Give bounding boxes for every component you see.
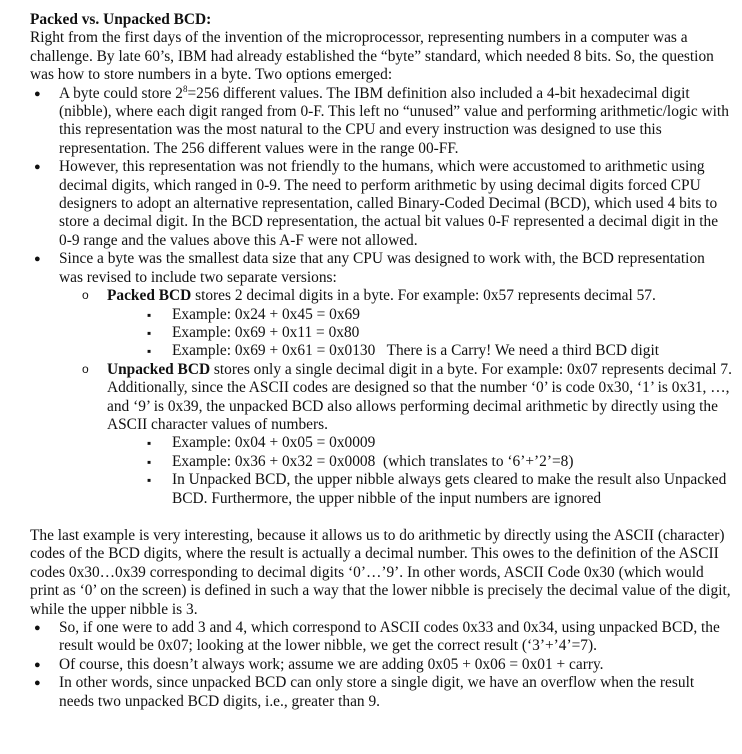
main-bullet-list [30, 85, 732, 508]
unpacked-bcd-term: Unpacked BCD [107, 360, 211, 378]
final-bullet: ● Of course, this doesn’t always work; assume we are adding 0x05 + 0x06 = 0x01 + carry. [30, 656, 732, 674]
packed-example: ▪ Example: 0x24 + 0x45 = 0x69 [123, 306, 732, 324]
exponent: 8 [182, 83, 188, 94]
final-bullet: ● In other words, since unpacked BCD can only store a single digit, we have an overflow when the result needs two unpacked BCD digits, i.e., greater than 9. [30, 674, 732, 711]
unpacked-example: ▪ Example: 0x36 + 0x32 = 0x0008 (which translates to ‘6’+’2’=8) [123, 453, 732, 471]
final-bullet-list [30, 619, 732, 711]
intro-paragraph: Right from the first days of the invention of the microprocessor, representing numbers in a computer was a challenge. By late 60’s, IBM had already established the “byte” standard, which needed 8 bits. So, the question was how to store numbers in a byte. Two options emerged: [30, 29, 714, 84]
ascii-paragraph: The last example is very interesting, because it allows us to do arithmetic by directly using the ASCII (character) codes of the BCD digits, where the result is actually a decimal number. This owes to the definition of the ASCII codes 0x30…0x39 corresponding to decimal digits ‘0’…’9’. In other words, ASCII Code 0x30 (which would print as ‘0’ on the screen) is defined in such a way that the lower nibble is precisely the decimal value of the digit, while the upper nibble is 3. [30, 526, 731, 618]
bullet-bcd: ● However, this representation was not friendly to the humans, which were accustomed to arithmetic using decimal digits, which ranged in 0-9. The need to perform arithmetic by using decimal digits forced CPU designers to adopt an alternative representation, called Binary-Coded Decimal (BCD), which used 4 bits to store a decimal digit. In the BCD representation, the actual bit values 0-F represented a decimal digit in the 0-9 range and the values above this A-F were not allowed. [30, 158, 732, 250]
packed-examples [123, 306, 732, 361]
unpacked-example: ▪ In Unpacked BCD, the upper nibble always gets cleared to make the result also Unpacked BCD. Furthermore, the upper nibble of the input numbers are ignored [123, 471, 732, 508]
section-title: Packed vs. Unpacked BCD: [30, 11, 212, 28]
packed-bcd-term: Packed BCD [107, 287, 192, 305]
bullet-versions [30, 250, 732, 508]
packed-bcd-text: stores 2 decimal digits in a byte. For example: 0x57 represents decimal 57. [191, 287, 656, 305]
unpacked-bcd-item [78, 361, 732, 508]
bullet-byte-values [30, 85, 732, 159]
spacer [30, 508, 732, 527]
final-bullet: ● So, if one were to add 3 and 4, which correspond to ASCII codes 0x33 and 0x34, using unpacked BCD, the result would be 0x07; looking at the lower nibble, we get the correct result (‘3’+’4’=7). [30, 619, 732, 656]
version-list [78, 287, 732, 508]
bullet-byte-values-pre: A byte could store 2 [59, 84, 183, 102]
unpacked-example: ▪ Example: 0x04 + 0x05 = 0x0009 [123, 434, 732, 452]
packed-example: ▪ Example: 0x69 + 0x61 = 0x0130 There is a Carry! We need a third BCD digit [123, 342, 732, 360]
unpacked-examples [123, 434, 732, 508]
packed-bcd-item [78, 287, 732, 361]
unpacked-bcd-text: stores only a single decimal digit in a byte. For example: 0x07 represents decimal 7. Additionally, since the ASCII codes are designed so that the number ‘0’ is code 0x30, ‘1’ is 0x31, …, and ‘9’ is 0x39, the unpacked BCD also allows performing decimal arithmetic by directly using the ASCII character values of numbers. [107, 360, 732, 433]
bullet-byte-values-post: =256 different values. The IBM definition also included a 4-bit hexadecimal digit (nibble), where each digit ranged from 0-F. This left no “unused” value and performing arithmetic/logic with this representation was the most natural to the CPU and every instruction was designed to use this representation. The 256 different values were in the range 00-FF. [59, 84, 729, 157]
bullet-versions-text: Since a byte was the smallest data size that any CPU was designed to work with, the BCD representation was revised to include two separate versions: [59, 250, 705, 286]
packed-example: ▪ Example: 0x69 + 0x11 = 0x80 [123, 324, 732, 342]
